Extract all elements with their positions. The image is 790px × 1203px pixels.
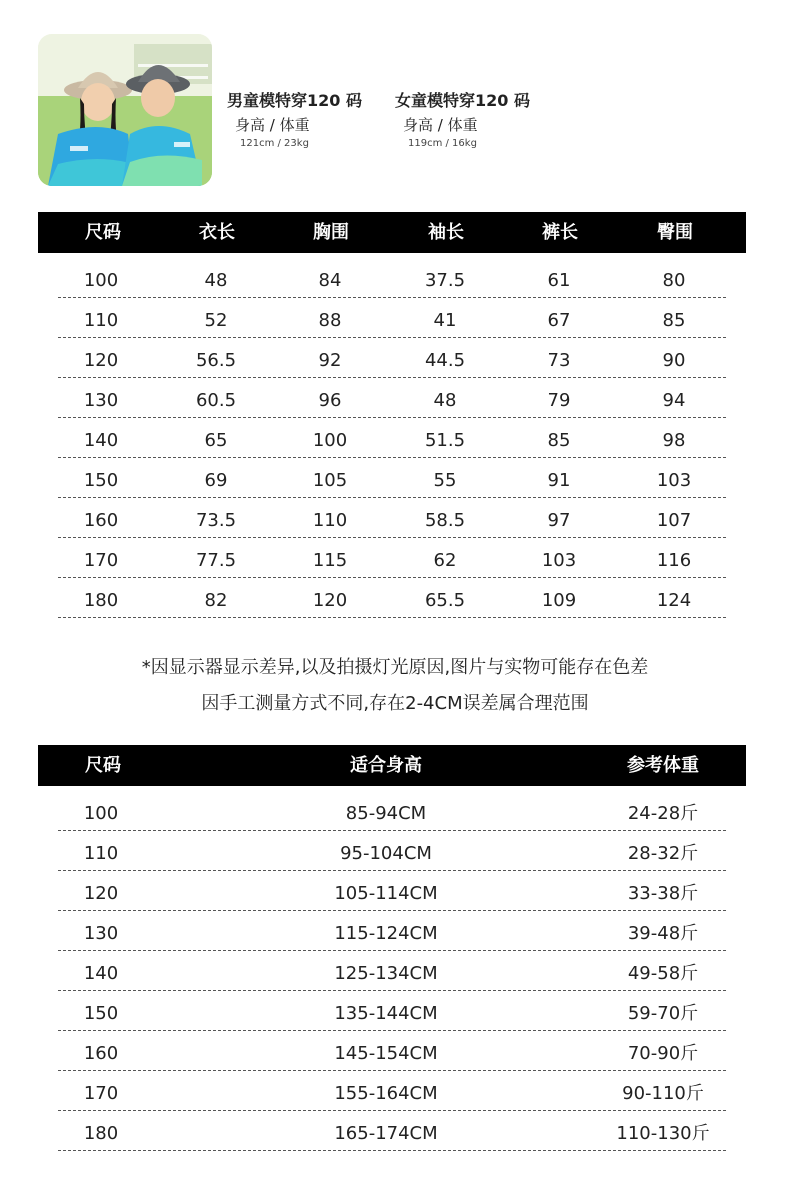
cell-chest: 115 — [312, 550, 348, 571]
cell-length: 52 — [204, 310, 228, 331]
cell-height: 115-124CM — [334, 923, 438, 944]
table-row — [58, 991, 726, 1031]
cell-weight: 90-110斤 — [622, 1083, 704, 1104]
cell-chest: 96 — [318, 390, 342, 411]
cell-pants-length: 61 — [547, 270, 571, 291]
cell-size: 110 — [83, 310, 119, 331]
header-reference-weight: 参考体重 — [627, 755, 699, 776]
cell-pants-length: 109 — [541, 590, 577, 611]
cell-weight: 70-90斤 — [627, 1043, 699, 1064]
cell-pants-length: 79 — [547, 390, 571, 411]
cell-size: 150 — [83, 1003, 119, 1024]
header-chest: 胸围 — [313, 222, 349, 243]
header-size: 尺码 — [85, 755, 121, 776]
cell-size: 170 — [83, 1083, 119, 1104]
cell-length: 60.5 — [195, 390, 237, 411]
measurement-error-note: 因手工测量方式不同,存在2-4CM误差属合理范围 — [201, 693, 589, 714]
cell-size: 100 — [83, 270, 119, 291]
cell-length: 65 — [204, 430, 228, 451]
header-sleeve: 袖长 — [428, 222, 464, 243]
cell-chest: 120 — [312, 590, 348, 611]
cell-chest: 88 — [318, 310, 342, 331]
table-row — [58, 871, 726, 911]
cell-sleeve: 48 — [433, 390, 457, 411]
cell-chest: 105 — [312, 470, 348, 491]
table-row — [58, 791, 726, 831]
cell-length: 48 — [204, 270, 228, 291]
cell-height: 125-134CM — [334, 963, 438, 984]
cell-height: 135-144CM — [334, 1003, 438, 1024]
cell-size: 180 — [83, 1123, 119, 1144]
cell-size: 170 — [83, 550, 119, 571]
cell-height: 95-104CM — [340, 843, 432, 864]
model-girl-label: 身高 / 体重 — [403, 116, 478, 134]
cell-sleeve: 41 — [433, 310, 457, 331]
cell-pants-length: 91 — [547, 470, 571, 491]
cell-size: 180 — [83, 590, 119, 611]
cell-chest: 100 — [312, 430, 348, 451]
cell-size: 130 — [83, 923, 119, 944]
cell-weight: 59-70斤 — [627, 1003, 699, 1024]
cell-sleeve: 58.5 — [424, 510, 466, 531]
cell-weight: 110-130斤 — [616, 1123, 710, 1144]
cell-weight: 24-28斤 — [627, 803, 699, 824]
model-girl-info — [395, 88, 530, 149]
model-photo — [38, 34, 212, 186]
cell-chest: 84 — [318, 270, 342, 291]
cell-height: 155-164CM — [334, 1083, 438, 1104]
cell-sleeve: 44.5 — [424, 350, 466, 371]
cell-size: 140 — [83, 963, 119, 984]
model-girl-measurements: 119cm / 16kg — [408, 138, 477, 149]
table-row — [58, 578, 726, 618]
table-row — [58, 458, 726, 498]
model-boy-info — [227, 88, 362, 149]
table-row — [58, 538, 726, 578]
cell-length: 56.5 — [195, 350, 237, 371]
table-row — [58, 1071, 726, 1111]
cell-length: 82 — [204, 590, 228, 611]
cell-sleeve: 37.5 — [424, 270, 466, 291]
table-row — [58, 951, 726, 991]
cell-hip: 107 — [656, 510, 692, 531]
cell-size: 120 — [83, 350, 119, 371]
cell-hip: 98 — [662, 430, 686, 451]
cell-height: 165-174CM — [334, 1123, 438, 1144]
size-table-header — [38, 212, 746, 253]
cell-length: 77.5 — [195, 550, 237, 571]
model-boy-measurements: 121cm / 23kg — [240, 138, 309, 149]
cell-size: 160 — [83, 510, 119, 531]
header-pants-length: 裤长 — [542, 222, 578, 243]
cell-size: 160 — [83, 1043, 119, 1064]
model-boy-title: 男童模特穿120 码 — [227, 91, 362, 110]
cell-height: 145-154CM — [334, 1043, 438, 1064]
model-girl-title: 女童模特穿120 码 — [395, 91, 530, 110]
header-size: 尺码 — [85, 222, 121, 243]
table-row — [58, 258, 726, 298]
cell-hip: 85 — [662, 310, 686, 331]
cell-hip: 80 — [662, 270, 686, 291]
table-row — [58, 298, 726, 338]
cell-pants-length: 85 — [547, 430, 571, 451]
header-length: 衣长 — [199, 222, 235, 243]
cell-sleeve: 65.5 — [424, 590, 466, 611]
cell-sleeve: 55 — [433, 470, 457, 491]
cell-hip: 90 — [662, 350, 686, 371]
cell-chest: 110 — [312, 510, 348, 531]
cell-height: 85-94CM — [345, 803, 427, 824]
table-row — [58, 338, 726, 378]
table-row — [58, 378, 726, 418]
header-hip: 臀围 — [657, 222, 693, 243]
cell-size: 120 — [83, 883, 119, 904]
model-boy-label: 身高 / 体重 — [235, 116, 310, 134]
cell-weight: 28-32斤 — [627, 843, 699, 864]
cell-pants-length: 73 — [547, 350, 571, 371]
table-row — [58, 831, 726, 871]
cell-size: 130 — [83, 390, 119, 411]
cell-weight: 33-38斤 — [627, 883, 699, 904]
table-row — [58, 498, 726, 538]
cell-pants-length: 67 — [547, 310, 571, 331]
cell-size: 140 — [83, 430, 119, 451]
cell-length: 73.5 — [195, 510, 237, 531]
table-row — [58, 418, 726, 458]
cell-length: 69 — [204, 470, 228, 491]
cell-weight: 39-48斤 — [627, 923, 699, 944]
cell-sleeve: 51.5 — [424, 430, 466, 451]
cell-weight: 49-58斤 — [627, 963, 699, 984]
cell-hip: 124 — [656, 590, 692, 611]
cell-pants-length: 97 — [547, 510, 571, 531]
cell-height: 105-114CM — [334, 883, 438, 904]
cell-hip: 94 — [662, 390, 686, 411]
table-row — [58, 1031, 726, 1071]
cell-size: 110 — [83, 843, 119, 864]
table-row — [58, 911, 726, 951]
cell-hip: 116 — [656, 550, 692, 571]
header-suitable-height: 适合身高 — [350, 755, 422, 776]
fit-table-header — [38, 745, 746, 786]
color-difference-note: *因显示器显示差异,以及拍摄灯光原因,图片与实物可能存在色差 — [141, 657, 649, 678]
cell-hip: 103 — [656, 470, 692, 491]
cell-pants-length: 103 — [541, 550, 577, 571]
cell-chest: 92 — [318, 350, 342, 371]
cell-size: 100 — [83, 803, 119, 824]
cell-sleeve: 62 — [433, 550, 457, 571]
table-row — [58, 1111, 726, 1151]
cell-size: 150 — [83, 470, 119, 491]
